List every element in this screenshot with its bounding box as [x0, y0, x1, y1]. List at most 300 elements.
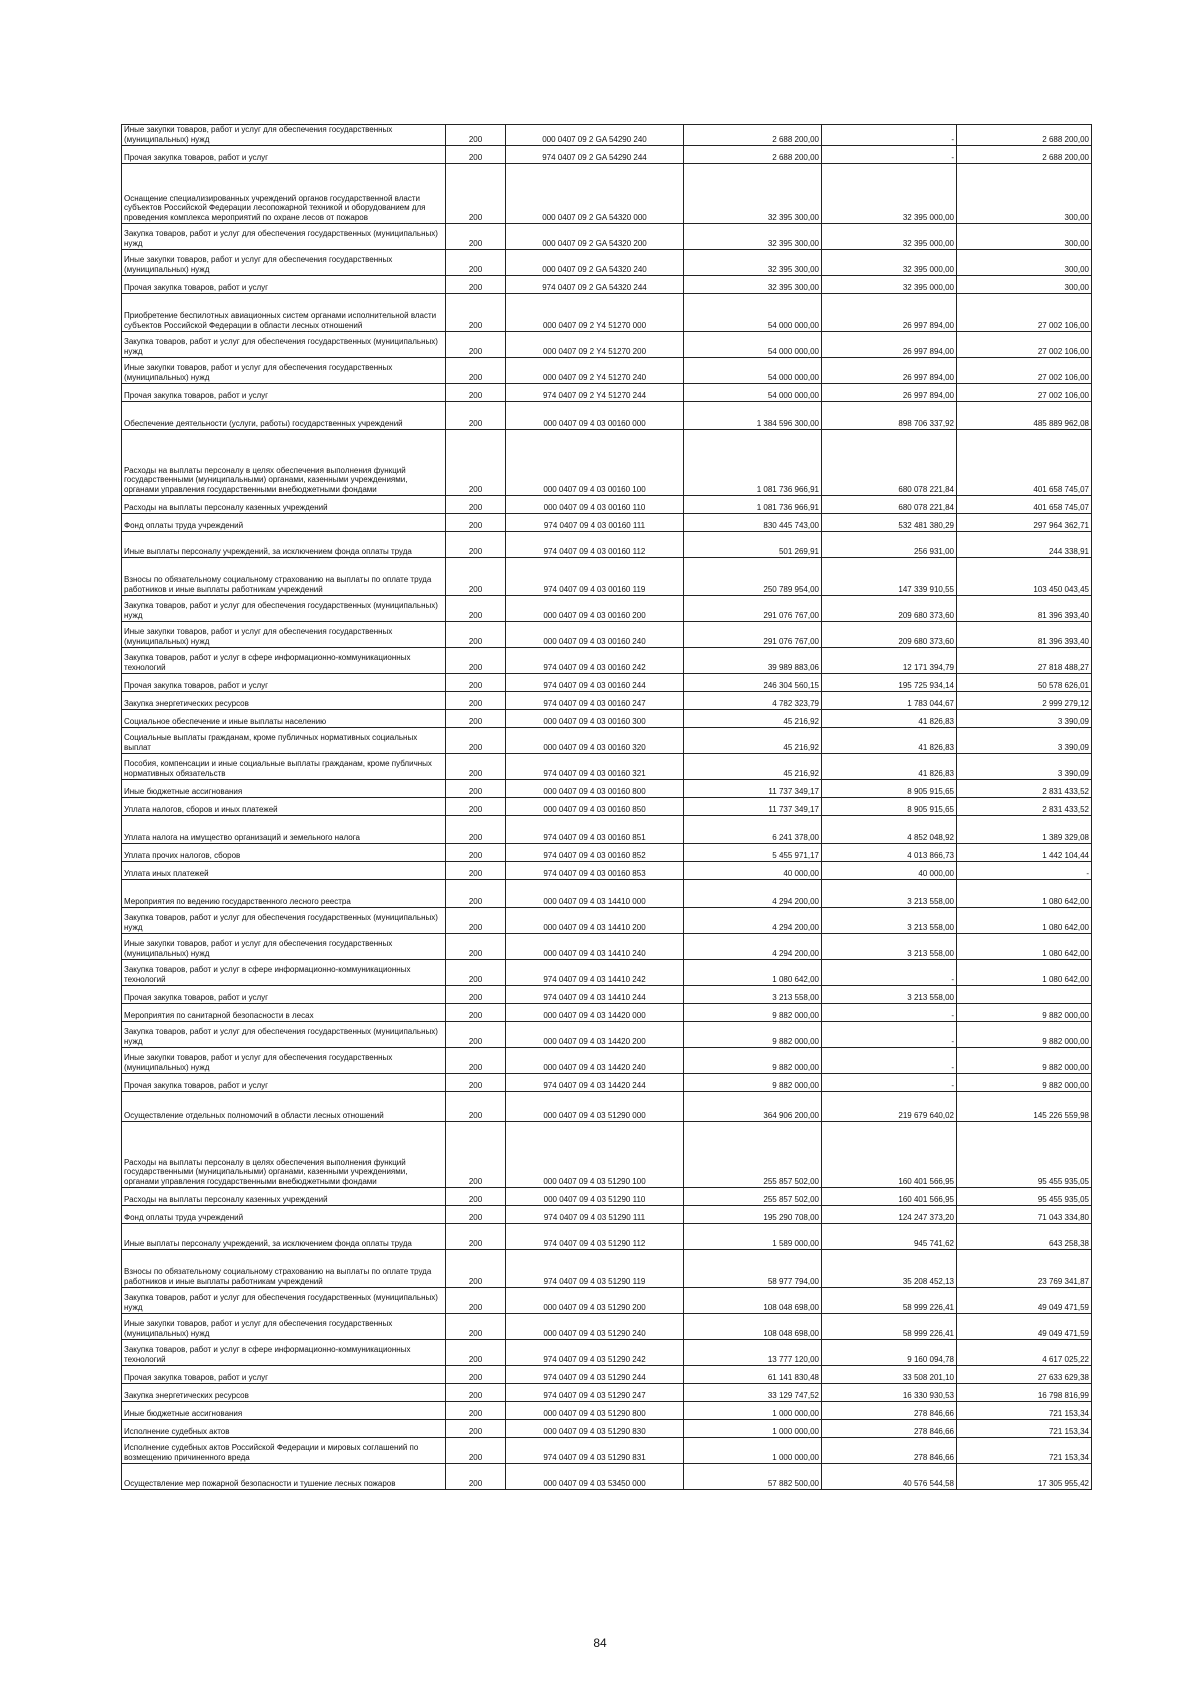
- row-code-cell: 200: [446, 430, 506, 496]
- row-name-cell: Взносы по обязательному социальному страхованию на выплаты по оплате труда работников и иные выплаты работникам учреждений: [122, 1250, 446, 1288]
- row-classification-cell: 974 0407 09 4 03 14410 242: [506, 960, 684, 986]
- row-approved-cell: 2 688 200,00: [684, 125, 822, 146]
- row-name-cell: Иные бюджетные ассигнования: [122, 780, 446, 798]
- table-row: [122, 1464, 1092, 1490]
- row-unexecuted-cell: 95 455 935,05: [957, 1188, 1092, 1206]
- row-code-cell: 200: [446, 754, 506, 780]
- row-executed-cell: 945 741,62: [822, 1224, 957, 1250]
- row-name-cell: Прочая закупка товаров, работ и услуг: [122, 1366, 446, 1384]
- row-executed-cell: 26 997 894,00: [822, 384, 957, 402]
- table-row: [122, 430, 1092, 496]
- table-row: [122, 250, 1092, 276]
- row-unexecuted-cell: 95 455 935,05: [957, 1122, 1092, 1188]
- row-classification-cell: 974 0407 09 4 03 51290 111: [506, 1206, 684, 1224]
- row-executed-cell: 160 401 566,95: [822, 1188, 957, 1206]
- row-unexecuted-cell: 4 617 025,22: [957, 1340, 1092, 1366]
- row-unexecuted-cell: 103 450 043,45: [957, 558, 1092, 596]
- row-classification-cell: 000 0407 09 4 03 00160 000: [506, 402, 684, 430]
- row-code-cell: 200: [446, 1022, 506, 1048]
- row-executed-cell: 35 208 452,13: [822, 1250, 957, 1288]
- row-name-cell: Исполнение судебных актов Российской Федерации и мировых соглашений по возмещению причиненного вреда: [122, 1438, 446, 1464]
- row-code-cell: 200: [446, 816, 506, 844]
- table-row: [122, 1384, 1092, 1402]
- row-code-cell: 200: [446, 332, 506, 358]
- row-code-cell: 200: [446, 125, 506, 146]
- row-name-cell: Фонд оплаты труда учреждений: [122, 514, 446, 532]
- row-name-cell: Мероприятия по санитарной безопасности в лесах: [122, 1004, 446, 1022]
- table-row: [122, 710, 1092, 728]
- table-row: [122, 596, 1092, 622]
- row-classification-cell: 000 0407 09 4 03 51290 100: [506, 1122, 684, 1188]
- row-name-cell: Фонд оплаты труда учреждений: [122, 1206, 446, 1224]
- row-code-cell: 200: [446, 358, 506, 384]
- row-unexecuted-cell: 300,00: [957, 276, 1092, 294]
- row-unexecuted-cell: 16 798 816,99: [957, 1384, 1092, 1402]
- row-approved-cell: 291 076 767,00: [684, 596, 822, 622]
- row-unexecuted-cell: 27 818 488,27: [957, 648, 1092, 674]
- row-classification-cell: 000 0407 09 4 03 51290 200: [506, 1288, 684, 1314]
- row-classification-cell: 974 0407 09 4 03 00160 321: [506, 754, 684, 780]
- table-row: [122, 1004, 1092, 1022]
- row-executed-cell: 26 997 894,00: [822, 332, 957, 358]
- row-name-cell: Обеспечение деятельности (услуги, работы) государственных учреждений: [122, 402, 446, 430]
- row-classification-cell: 000 0407 09 4 03 51290 240: [506, 1314, 684, 1340]
- row-approved-cell: 9 882 000,00: [684, 1048, 822, 1074]
- row-code-cell: 200: [446, 1074, 506, 1092]
- row-unexecuted-cell: 2 831 433,52: [957, 798, 1092, 816]
- row-executed-cell: 3 213 558,00: [822, 986, 957, 1004]
- row-approved-cell: 830 445 743,00: [684, 514, 822, 532]
- row-unexecuted-cell: 81 396 393,40: [957, 622, 1092, 648]
- row-name-cell: Иные закупки товаров, работ и услуг для обеспечения государственных (муниципальных) нужд: [122, 1314, 446, 1340]
- row-executed-cell: 32 395 000,00: [822, 250, 957, 276]
- row-approved-cell: 195 290 708,00: [684, 1206, 822, 1224]
- row-approved-cell: 5 455 971,17: [684, 844, 822, 862]
- row-classification-cell: 000 0407 09 4 03 51290 830: [506, 1420, 684, 1438]
- row-executed-cell: 16 330 930,53: [822, 1384, 957, 1402]
- row-classification-cell: 974 0407 09 4 03 51290 119: [506, 1250, 684, 1288]
- row-unexecuted-cell: 297 964 362,71: [957, 514, 1092, 532]
- row-executed-cell: -: [822, 1074, 957, 1092]
- row-name-cell: Прочая закупка товаров, работ и услуг: [122, 146, 446, 164]
- row-name-cell: Иные выплаты персоналу учреждений, за исключением фонда оплаты труда: [122, 532, 446, 558]
- table-row: [122, 986, 1092, 1004]
- row-unexecuted-cell: 27 002 106,00: [957, 384, 1092, 402]
- table-row: [122, 164, 1092, 224]
- row-approved-cell: 1 080 642,00: [684, 960, 822, 986]
- row-executed-cell: 195 725 934,14: [822, 674, 957, 692]
- table-row: [122, 558, 1092, 596]
- row-classification-cell: 000 0407 09 2 Y4 51270 200: [506, 332, 684, 358]
- row-executed-cell: -: [822, 960, 957, 986]
- table-row: [122, 1022, 1092, 1048]
- row-approved-cell: 54 000 000,00: [684, 358, 822, 384]
- row-classification-cell: 974 0407 09 4 03 00160 111: [506, 514, 684, 532]
- row-classification-cell: 974 0407 09 4 03 51290 112: [506, 1224, 684, 1250]
- table-row: [122, 402, 1092, 430]
- row-classification-cell: 000 0407 09 4 03 14420 240: [506, 1048, 684, 1074]
- row-code-cell: 200: [446, 402, 506, 430]
- row-classification-cell: 000 0407 09 4 03 14420 200: [506, 1022, 684, 1048]
- row-approved-cell: 45 216,92: [684, 754, 822, 780]
- row-classification-cell: 000 0407 09 4 03 51290 800: [506, 1402, 684, 1420]
- row-executed-cell: 3 213 558,00: [822, 880, 957, 908]
- table-row: [122, 728, 1092, 754]
- table-row: [122, 1402, 1092, 1420]
- row-code-cell: 200: [446, 1206, 506, 1224]
- row-executed-cell: 147 339 910,55: [822, 558, 957, 596]
- row-classification-cell: 974 0407 09 2 GA 54320 244: [506, 276, 684, 294]
- table-row: [122, 1250, 1092, 1288]
- row-approved-cell: 32 395 300,00: [684, 224, 822, 250]
- row-classification-cell: 000 0407 09 2 Y4 51270 240: [506, 358, 684, 384]
- row-classification-cell: 974 0407 09 4 03 51290 244: [506, 1366, 684, 1384]
- row-executed-cell: -: [822, 1004, 957, 1022]
- row-classification-cell: 000 0407 09 4 03 00160 800: [506, 780, 684, 798]
- row-approved-cell: 32 395 300,00: [684, 276, 822, 294]
- row-classification-cell: 000 0407 09 4 03 00160 320: [506, 728, 684, 754]
- row-classification-cell: 974 0407 09 4 03 00160 853: [506, 862, 684, 880]
- row-unexecuted-cell: 17 305 955,42: [957, 1464, 1092, 1490]
- row-classification-cell: 000 0407 09 4 03 00160 300: [506, 710, 684, 728]
- row-approved-cell: 13 777 120,00: [684, 1340, 822, 1366]
- row-code-cell: 200: [446, 674, 506, 692]
- row-code-cell: 200: [446, 1402, 506, 1420]
- table-row: [122, 384, 1092, 402]
- row-code-cell: 200: [446, 934, 506, 960]
- table-body: [122, 125, 1092, 1490]
- row-code-cell: 200: [446, 596, 506, 622]
- row-approved-cell: 4 294 200,00: [684, 880, 822, 908]
- table-row: [122, 754, 1092, 780]
- row-unexecuted-cell: 49 049 471,59: [957, 1314, 1092, 1340]
- row-code-cell: 200: [446, 908, 506, 934]
- row-approved-cell: 57 882 500,00: [684, 1464, 822, 1490]
- row-unexecuted-cell: 1 080 642,00: [957, 934, 1092, 960]
- row-approved-cell: 108 048 698,00: [684, 1314, 822, 1340]
- row-classification-cell: 000 0407 09 4 03 14410 000: [506, 880, 684, 908]
- table-row: [122, 1092, 1092, 1122]
- row-executed-cell: 12 171 394,79: [822, 648, 957, 674]
- row-classification-cell: 974 0407 09 4 03 00160 244: [506, 674, 684, 692]
- row-executed-cell: 680 078 221,84: [822, 430, 957, 496]
- row-classification-cell: 000 0407 09 4 03 53450 000: [506, 1464, 684, 1490]
- row-classification-cell: 000 0407 09 4 03 14420 000: [506, 1004, 684, 1022]
- row-code-cell: 200: [446, 728, 506, 754]
- row-executed-cell: 4 852 048,92: [822, 816, 957, 844]
- row-approved-cell: 4 782 323,79: [684, 692, 822, 710]
- row-approved-cell: 39 989 883,06: [684, 648, 822, 674]
- row-approved-cell: 108 048 698,00: [684, 1288, 822, 1314]
- row-name-cell: Иные закупки товаров, работ и услуг для обеспечения государственных (муниципальных) нужд: [122, 622, 446, 648]
- row-unexecuted-cell: 27 002 106,00: [957, 332, 1092, 358]
- row-code-cell: 200: [446, 960, 506, 986]
- row-classification-cell: 000 0407 09 4 03 14410 240: [506, 934, 684, 960]
- row-approved-cell: 246 304 560,15: [684, 674, 822, 692]
- row-unexecuted-cell: 643 258,38: [957, 1224, 1092, 1250]
- table-row: [122, 1188, 1092, 1206]
- row-code-cell: 200: [446, 1004, 506, 1022]
- row-code-cell: 200: [446, 1384, 506, 1402]
- row-unexecuted-cell: 3 390,09: [957, 710, 1092, 728]
- row-unexecuted-cell: 145 226 559,98: [957, 1092, 1092, 1122]
- row-approved-cell: 45 216,92: [684, 710, 822, 728]
- row-name-cell: Закупка товаров, работ и услуг для обеспечения государственных (муниципальных) нужд: [122, 1022, 446, 1048]
- row-approved-cell: 1 081 736 966,91: [684, 430, 822, 496]
- row-approved-cell: 45 216,92: [684, 728, 822, 754]
- row-code-cell: 200: [446, 146, 506, 164]
- row-approved-cell: 255 857 502,00: [684, 1188, 822, 1206]
- row-executed-cell: 41 826,83: [822, 754, 957, 780]
- row-code-cell: 200: [446, 780, 506, 798]
- table-row: [122, 692, 1092, 710]
- row-executed-cell: 26 997 894,00: [822, 294, 957, 332]
- table-row: [122, 934, 1092, 960]
- row-name-cell: Закупка товаров, работ и услуг в сфере информационно-коммуникационных технологий: [122, 1340, 446, 1366]
- row-code-cell: 200: [446, 1288, 506, 1314]
- row-name-cell: Уплата иных платежей: [122, 862, 446, 880]
- row-approved-cell: 9 882 000,00: [684, 1022, 822, 1048]
- row-unexecuted-cell: 401 658 745,07: [957, 430, 1092, 496]
- row-unexecuted-cell: 3 390,09: [957, 728, 1092, 754]
- row-name-cell: Прочая закупка товаров, работ и услуг: [122, 276, 446, 294]
- row-name-cell: Иные закупки товаров, работ и услуг для обеспечения государственных (муниципальных) нужд: [122, 358, 446, 384]
- row-classification-cell: 974 0407 09 4 03 51290 831: [506, 1438, 684, 1464]
- row-approved-cell: 11 737 349,17: [684, 798, 822, 816]
- row-code-cell: 200: [446, 1420, 506, 1438]
- row-executed-cell: -: [822, 1022, 957, 1048]
- row-executed-cell: 33 508 201,10: [822, 1366, 957, 1384]
- row-approved-cell: 255 857 502,00: [684, 1122, 822, 1188]
- row-unexecuted-cell: 50 578 626,01: [957, 674, 1092, 692]
- row-unexecuted-cell: 3 390,09: [957, 754, 1092, 780]
- row-unexecuted-cell: 2 688 200,00: [957, 146, 1092, 164]
- row-code-cell: 200: [446, 1048, 506, 1074]
- table-row: [122, 880, 1092, 908]
- row-executed-cell: 40 000,00: [822, 862, 957, 880]
- row-name-cell: Осуществление отдельных полномочий в области лесных отношений: [122, 1092, 446, 1122]
- row-executed-cell: -: [822, 1048, 957, 1074]
- row-code-cell: 200: [446, 1224, 506, 1250]
- row-approved-cell: 11 737 349,17: [684, 780, 822, 798]
- row-executed-cell: 26 997 894,00: [822, 358, 957, 384]
- row-code-cell: 200: [446, 276, 506, 294]
- budget-sheet: [121, 124, 1091, 1490]
- row-executed-cell: 8 905 915,65: [822, 798, 957, 816]
- row-code-cell: 200: [446, 1438, 506, 1464]
- row-classification-cell: 000 0407 09 4 03 00160 100: [506, 430, 684, 496]
- row-classification-cell: 000 0407 09 2 GA 54320 200: [506, 224, 684, 250]
- row-executed-cell: 40 576 544,58: [822, 1464, 957, 1490]
- row-unexecuted-cell: -: [957, 862, 1092, 880]
- row-name-cell: Прочая закупка товаров, работ и услуг: [122, 674, 446, 692]
- row-executed-cell: 256 931,00: [822, 532, 957, 558]
- row-code-cell: 200: [446, 798, 506, 816]
- row-classification-cell: 000 0407 09 4 03 00160 240: [506, 622, 684, 648]
- row-executed-cell: 160 401 566,95: [822, 1122, 957, 1188]
- row-executed-cell: 32 395 000,00: [822, 276, 957, 294]
- table-row: [122, 908, 1092, 934]
- row-approved-cell: 1 384 596 300,00: [684, 402, 822, 430]
- row-classification-cell: 000 0407 09 2 GA 54320 000: [506, 164, 684, 224]
- row-name-cell: Прочая закупка товаров, работ и услуг: [122, 986, 446, 1004]
- row-executed-cell: 680 078 221,84: [822, 496, 957, 514]
- row-code-cell: 200: [446, 250, 506, 276]
- row-approved-cell: 58 977 794,00: [684, 1250, 822, 1288]
- table-row: [122, 1074, 1092, 1092]
- row-executed-cell: -: [822, 146, 957, 164]
- row-executed-cell: 3 213 558,00: [822, 908, 957, 934]
- budget-execution-table: [121, 124, 1092, 1490]
- row-name-cell: Иные закупки товаров, работ и услуг для обеспечения государственных (муниципальных) нужд: [122, 250, 446, 276]
- table-row: [122, 532, 1092, 558]
- row-approved-cell: 1 081 736 966,91: [684, 496, 822, 514]
- row-code-cell: 200: [446, 1366, 506, 1384]
- row-classification-cell: 974 0407 09 4 03 14410 244: [506, 986, 684, 1004]
- row-name-cell: Взносы по обязательному социальному страхованию на выплаты по оплате труда работников и иные выплаты работникам учреждений: [122, 558, 446, 596]
- row-code-cell: 200: [446, 880, 506, 908]
- row-approved-cell: 40 000,00: [684, 862, 822, 880]
- row-executed-cell: 3 213 558,00: [822, 934, 957, 960]
- table-row: [122, 1288, 1092, 1314]
- row-name-cell: Иные закупки товаров, работ и услуг для обеспечения государственных (муниципальных) нужд: [122, 934, 446, 960]
- row-unexecuted-cell: 1 080 642,00: [957, 960, 1092, 986]
- row-code-cell: 200: [446, 384, 506, 402]
- row-classification-cell: 000 0407 09 2 GA 54320 240: [506, 250, 684, 276]
- row-approved-cell: 1 000 000,00: [684, 1420, 822, 1438]
- row-code-cell: 200: [446, 532, 506, 558]
- row-name-cell: Осуществление мер пожарной безопасности и тушение лесных пожаров: [122, 1464, 446, 1490]
- row-executed-cell: 8 905 915,65: [822, 780, 957, 798]
- table-row: [122, 294, 1092, 332]
- row-code-cell: 200: [446, 1122, 506, 1188]
- row-unexecuted-cell: 485 889 962,08: [957, 402, 1092, 430]
- row-name-cell: Мероприятия по ведению государственного лесного реестра: [122, 880, 446, 908]
- row-name-cell: Закупка товаров, работ и услуг для обеспечения государственных (муниципальных) нужд: [122, 596, 446, 622]
- row-name-cell: Закупка товаров, работ и услуг в сфере информационно-коммуникационных технологий: [122, 648, 446, 674]
- row-code-cell: 200: [446, 514, 506, 532]
- row-code-cell: 200: [446, 648, 506, 674]
- row-code-cell: 200: [446, 986, 506, 1004]
- row-executed-cell: 124 247 373,20: [822, 1206, 957, 1224]
- row-code-cell: 200: [446, 496, 506, 514]
- row-name-cell: Исполнение судебных актов: [122, 1420, 446, 1438]
- row-classification-cell: 000 0407 09 4 03 00160 200: [506, 596, 684, 622]
- row-executed-cell: -: [822, 125, 957, 146]
- row-approved-cell: 54 000 000,00: [684, 294, 822, 332]
- row-name-cell: Расходы на выплаты персоналу в целях обеспечения выполнения функций государственными (муниципальными) органами, казенными учреждениями, органами управления государственными внебюджетными фондами: [122, 1122, 446, 1188]
- row-name-cell: Расходы на выплаты персоналу в целях обеспечения выполнения функций государственными (муниципальными) органами, казенными учреждениями, органами управления государственными внебюджетными фондами: [122, 430, 446, 496]
- row-unexecuted-cell: 23 769 341,87: [957, 1250, 1092, 1288]
- row-classification-cell: 974 0407 09 2 GA 54290 244: [506, 146, 684, 164]
- page-number: 84: [593, 1636, 607, 1650]
- row-executed-cell: 898 706 337,92: [822, 402, 957, 430]
- row-name-cell: Иные закупки товаров, работ и услуг для обеспечения государственных (муниципальных) нужд: [122, 1048, 446, 1074]
- row-unexecuted-cell: 300,00: [957, 164, 1092, 224]
- row-executed-cell: 41 826,83: [822, 728, 957, 754]
- row-name-cell: Уплата налога на имущество организаций и земельного налога: [122, 816, 446, 844]
- row-name-cell: Уплата прочих налогов, сборов: [122, 844, 446, 862]
- row-code-cell: 200: [446, 1092, 506, 1122]
- table-row: [122, 1122, 1092, 1188]
- row-approved-cell: 250 789 954,00: [684, 558, 822, 596]
- row-approved-cell: 33 129 747,52: [684, 1384, 822, 1402]
- row-executed-cell: 4 013 866,73: [822, 844, 957, 862]
- table-row: [122, 648, 1092, 674]
- row-name-cell: Оснащение специализированных учреждений органов государственной власти субъектов Российской Федерации лесопожарной техникой и оборудованием для проведения комплекса мероприятий по охране лесов от пожаров: [122, 164, 446, 224]
- row-name-cell: Расходы на выплаты персоналу казенных учреждений: [122, 496, 446, 514]
- row-name-cell: Социальные выплаты гражданам, кроме публичных нормативных социальных выплат: [122, 728, 446, 754]
- row-executed-cell: 32 395 000,00: [822, 164, 957, 224]
- table-row: [122, 844, 1092, 862]
- row-classification-cell: 000 0407 09 4 03 00160 850: [506, 798, 684, 816]
- row-unexecuted-cell: 2 688 200,00: [957, 125, 1092, 146]
- row-unexecuted-cell: 9 882 000,00: [957, 1022, 1092, 1048]
- row-name-cell: Прочая закупка товаров, работ и услуг: [122, 1074, 446, 1092]
- table-row: [122, 862, 1092, 880]
- row-name-cell: Закупка товаров, работ и услуг для обеспечения государственных (муниципальных) нужд: [122, 332, 446, 358]
- row-name-cell: Закупка товаров, работ и услуг для обеспечения государственных (муниципальных) нужд: [122, 1288, 446, 1314]
- row-approved-cell: 1 000 000,00: [684, 1438, 822, 1464]
- row-code-cell: 200: [446, 224, 506, 250]
- row-approved-cell: 364 906 200,00: [684, 1092, 822, 1122]
- row-executed-cell: 209 680 373,60: [822, 596, 957, 622]
- row-executed-cell: 1 783 044,67: [822, 692, 957, 710]
- table-row: [122, 1224, 1092, 1250]
- row-unexecuted-cell: [957, 986, 1092, 1004]
- row-unexecuted-cell: 9 882 000,00: [957, 1004, 1092, 1022]
- row-classification-cell: 974 0407 09 4 03 00160 851: [506, 816, 684, 844]
- row-name-cell: Закупка энергетических ресурсов: [122, 692, 446, 710]
- row-unexecuted-cell: 2 999 279,12: [957, 692, 1092, 710]
- row-unexecuted-cell: 721 153,34: [957, 1402, 1092, 1420]
- row-classification-cell: 000 0407 09 2 GA 54290 240: [506, 125, 684, 146]
- row-code-cell: 200: [446, 294, 506, 332]
- row-approved-cell: 6 241 378,00: [684, 816, 822, 844]
- row-name-cell: Прочая закупка товаров, работ и услуг: [122, 384, 446, 402]
- row-code-cell: 200: [446, 558, 506, 596]
- row-classification-cell: 974 0407 09 2 Y4 51270 244: [506, 384, 684, 402]
- table-row: [122, 332, 1092, 358]
- table-row: [122, 1340, 1092, 1366]
- row-name-cell: Расходы на выплаты персоналу казенных учреждений: [122, 1188, 446, 1206]
- row-classification-cell: 000 0407 09 4 03 51290 000: [506, 1092, 684, 1122]
- row-classification-cell: 974 0407 09 4 03 00160 852: [506, 844, 684, 862]
- row-approved-cell: 32 395 300,00: [684, 250, 822, 276]
- row-name-cell: Закупка товаров, работ и услуг для обеспечения государственных (муниципальных) нужд: [122, 224, 446, 250]
- table-row: [122, 1420, 1092, 1438]
- row-approved-cell: 1 589 000,00: [684, 1224, 822, 1250]
- row-unexecuted-cell: 401 658 745,07: [957, 496, 1092, 514]
- row-executed-cell: 278 846,66: [822, 1438, 957, 1464]
- table-row: [122, 622, 1092, 648]
- row-classification-cell: 974 0407 09 4 03 00160 247: [506, 692, 684, 710]
- row-approved-cell: 1 000 000,00: [684, 1402, 822, 1420]
- row-unexecuted-cell: 721 153,34: [957, 1438, 1092, 1464]
- row-name-cell: Иные бюджетные ассигнования: [122, 1402, 446, 1420]
- row-approved-cell: 54 000 000,00: [684, 332, 822, 358]
- row-name-cell: Социальное обеспечение и иные выплаты населению: [122, 710, 446, 728]
- row-name-cell: Уплата налогов, сборов и иных платежей: [122, 798, 446, 816]
- table-row: [122, 1366, 1092, 1384]
- row-code-cell: 200: [446, 1464, 506, 1490]
- table-row: [122, 514, 1092, 532]
- row-name-cell: Приобретение беспилотных авиационных систем органами исполнительной власти субъектов Российской Федерации в области лесных отношений: [122, 294, 446, 332]
- row-classification-cell: 000 0407 09 4 03 00160 110: [506, 496, 684, 514]
- row-executed-cell: 278 846,66: [822, 1420, 957, 1438]
- row-executed-cell: 219 679 640,02: [822, 1092, 957, 1122]
- table-row: [122, 1206, 1092, 1224]
